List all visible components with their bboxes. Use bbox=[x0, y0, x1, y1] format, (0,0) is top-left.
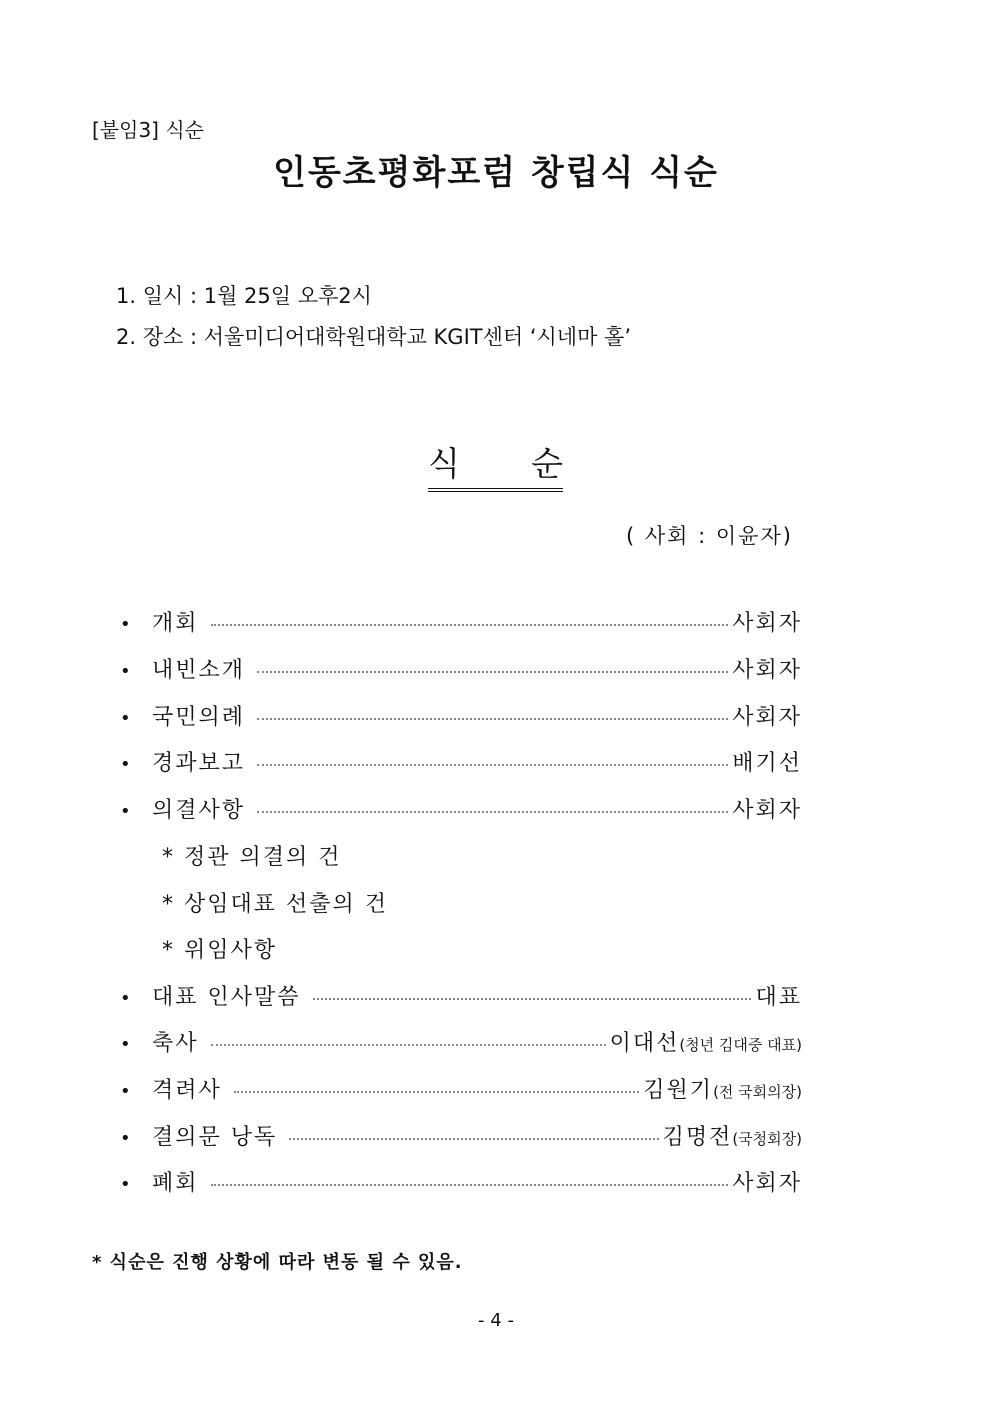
heading-char-1: 식 bbox=[428, 444, 460, 483]
program-item-label: 대표 인사말씀 bbox=[152, 985, 301, 1010]
program-item-presenter: 사회자 bbox=[732, 1171, 802, 1196]
bullet: • bbox=[120, 988, 131, 1009]
program-item bbox=[120, 1073, 802, 1107]
bullet: • bbox=[120, 1128, 131, 1149]
page-number: - 4 - bbox=[478, 1310, 514, 1331]
program-item bbox=[120, 793, 802, 827]
program-item-label: 의결사항 bbox=[152, 798, 246, 823]
program-item-presenter: 사회자 bbox=[732, 658, 802, 683]
section-heading bbox=[428, 438, 563, 492]
dot-leader bbox=[257, 671, 728, 673]
dot-leader bbox=[211, 1044, 606, 1046]
program-item-presenter: 사회자 bbox=[732, 705, 802, 730]
program-item-presenter: 김명전 bbox=[662, 1125, 733, 1150]
sub-item: * 위임사항 bbox=[162, 938, 278, 963]
program-item-note: (청년 김대중 대표) bbox=[679, 1036, 802, 1054]
heading-char-2: 순 bbox=[531, 444, 563, 483]
bullet: • bbox=[120, 708, 131, 729]
dot-leader bbox=[313, 998, 752, 1000]
program-item-note: (전 국회의장) bbox=[713, 1083, 802, 1101]
program-item-presenter: 사회자 bbox=[732, 611, 802, 636]
document-title: 인동초평화포럼 창립식 식순 bbox=[273, 153, 719, 193]
program-item-label: 축사 bbox=[152, 1031, 199, 1056]
sub-item: * 정관 의결의 건 bbox=[162, 845, 342, 870]
dot-leader bbox=[257, 764, 728, 766]
program-item bbox=[120, 746, 802, 780]
bullet: • bbox=[120, 754, 131, 775]
program-item-label: 격려사 bbox=[152, 1078, 222, 1103]
info-date: 1. 일시 : 1월 25일 오후2시 bbox=[116, 284, 372, 308]
bullet: • bbox=[120, 614, 131, 635]
bullet: • bbox=[120, 661, 131, 682]
dot-leader bbox=[234, 1091, 640, 1093]
program-item-note: (국청회장) bbox=[732, 1130, 802, 1148]
program-item-presenter: 사회자 bbox=[732, 798, 802, 823]
program-item bbox=[120, 700, 802, 734]
program-item bbox=[120, 1166, 802, 1200]
program-item-presenter: 이대선 bbox=[609, 1031, 680, 1056]
info-venue: 2. 장소 : 서울미디어대학원대학교 KGIT센터 ‘시네마 홀’ bbox=[116, 325, 632, 349]
program-item-label: 개회 bbox=[152, 611, 199, 636]
footnote: * 식순은 진행 상황에 따라 변동 될 수 있음. bbox=[92, 1252, 463, 1273]
dot-leader bbox=[211, 624, 729, 626]
dot-leader bbox=[211, 1184, 729, 1186]
program-item-presenter: 대표 bbox=[755, 985, 802, 1010]
bullet: • bbox=[120, 1034, 131, 1055]
program-item-label: 내빈소개 bbox=[152, 658, 246, 683]
dot-leader bbox=[289, 1138, 658, 1140]
bullet: • bbox=[120, 801, 131, 822]
program-item-label: 경과보고 bbox=[152, 751, 246, 776]
program-item bbox=[120, 1026, 802, 1060]
program-item-label: 폐회 bbox=[152, 1171, 199, 1196]
program-item-label: 결의문 낭독 bbox=[152, 1125, 278, 1150]
bullet: • bbox=[120, 1081, 131, 1102]
program-item-presenter: 배기선 bbox=[732, 751, 802, 776]
program-item-label: 국민의례 bbox=[152, 705, 246, 730]
dot-leader bbox=[257, 811, 728, 813]
mc-line: ( 사회 : 이윤자) bbox=[626, 524, 793, 548]
program-item bbox=[120, 980, 802, 1014]
program-item bbox=[120, 653, 802, 687]
attachment-label: [붙임3] 식순 bbox=[92, 118, 204, 142]
program-item bbox=[120, 1120, 802, 1154]
dot-leader bbox=[257, 718, 728, 720]
bullet: • bbox=[120, 1174, 131, 1195]
sub-item: * 상임대표 선출의 건 bbox=[162, 892, 388, 917]
program-item bbox=[120, 606, 802, 640]
program-item-presenter: 김원기 bbox=[643, 1078, 714, 1103]
